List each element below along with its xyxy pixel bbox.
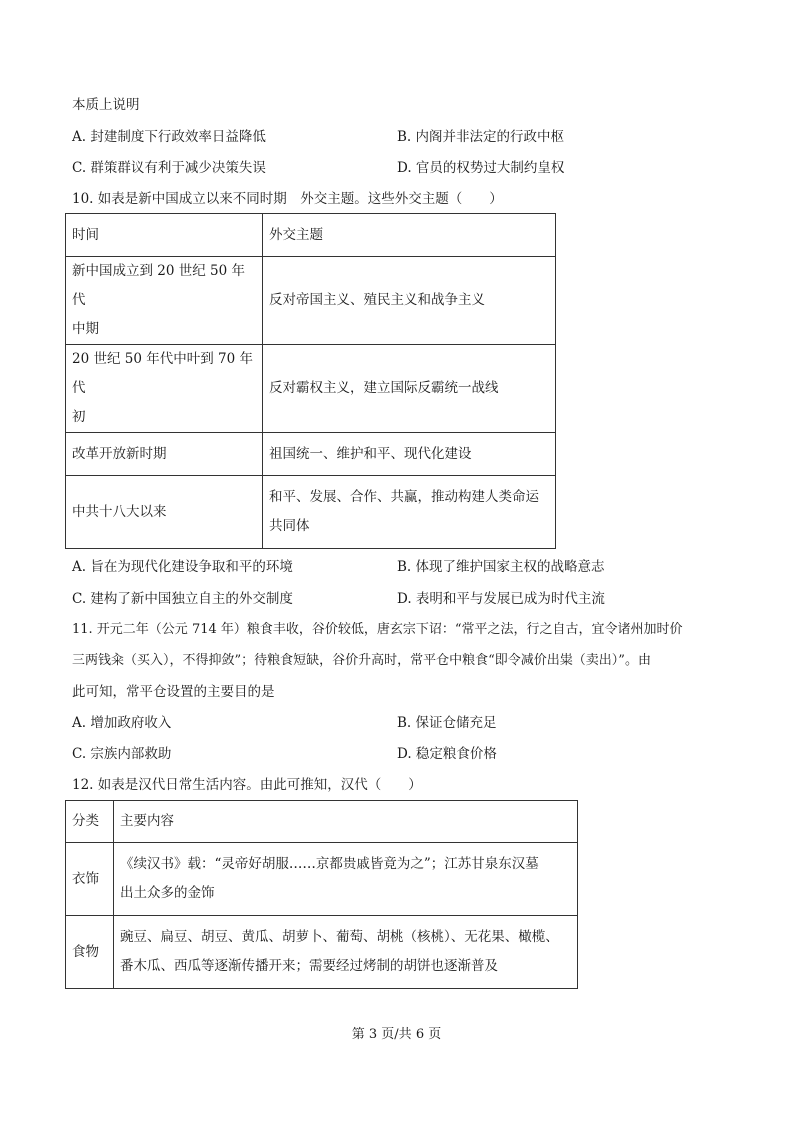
cell-line: 初 (72, 409, 86, 425)
table-cell-theme: 祖国统一、维护和平、现代化建设 (263, 433, 556, 476)
page-footer: 第 3 页/共 6 页 (351, 1027, 442, 1042)
table-cell-content (114, 843, 578, 916)
q11-stem-line: 三两钱籴（买入），不得抑敛”；待粮食短缺，谷价升高时，常平仓中粮食“即令减价出粜（卖出）”。由 (72, 653, 651, 668)
table-row (66, 476, 556, 549)
table-cell-period: 中共十八大以来 (66, 476, 263, 549)
table-row (66, 345, 556, 433)
cell-line: 20 世纪 50 年代中叶到 70 年代 (72, 351, 253, 396)
table-row (66, 257, 556, 345)
table-cell-period (66, 345, 263, 433)
q10-option-a[interactable]: A. 旨在为现代化建设争取和平的环境 (72, 559, 293, 575)
cell-line: 豌豆、扁豆、胡豆、黄瓜、胡萝卜、葡萄、胡桃（核桃）、无花果、橄榄、 (120, 929, 559, 945)
q12-stem: 12. 如表是汉代日常生活内容。由此可推知，汉代（ ） (72, 777, 422, 793)
q11-option-b[interactable]: B. 保证仓储充足 (397, 715, 497, 731)
table-row (66, 916, 578, 989)
table-header-row (66, 801, 578, 843)
cell-line: 中期 (72, 321, 99, 337)
q11-option-d[interactable]: D. 稳定粮食价格 (397, 746, 497, 762)
cell-line: 出土众多的金饰 (120, 885, 215, 901)
table-cell-content (114, 916, 578, 989)
table-header-cell: 分类 (66, 801, 114, 843)
table-cell-period (66, 257, 263, 345)
q9-option-c[interactable]: C. 群策群议有利于减少决策失误 (72, 160, 266, 176)
table-header-cell: 主要内容 (114, 801, 578, 843)
table-cell-theme: 反对霸权主义，建立国际反霸统一战线 (263, 345, 556, 433)
q11-stem-line: 11. 开元二年（公元 714 年）粮食丰收，谷价较低，唐玄宗下诏：“常平之法，行之自古，宜令诸州加时价 (72, 622, 683, 637)
table-header-cell: 外交主题 (263, 214, 556, 257)
table-header-cell: 时间 (66, 214, 263, 257)
table-header-row (66, 214, 556, 257)
table-row (66, 433, 556, 476)
q10-option-b[interactable]: B. 体现了维护国家主权的战略意志 (397, 559, 605, 575)
table-row (66, 843, 578, 916)
q11-option-a[interactable]: A. 增加政府收入 (72, 715, 172, 731)
q11-stem-line: 此可知，常平仓设置的主要目的是 (72, 684, 275, 700)
q12-table (65, 800, 578, 989)
cell-line: 共同体 (269, 518, 310, 534)
q11-option-c[interactable]: C. 宗族内部救助 (72, 746, 172, 762)
cell-line: 番木瓜、西瓜等逐渐传播开来；需要经过烤制的胡饼也逐渐普及 (120, 958, 498, 974)
q10-option-d[interactable]: D. 表明和平与发展已成为时代主流 (397, 591, 605, 607)
cell-line: 《续汉书》载：“灵帝好胡服……京都贵戚皆竟为之”；江苏甘泉东汉墓 (120, 856, 539, 872)
q9-option-d[interactable]: D. 官员的权势过大制约皇权 (397, 160, 565, 176)
q10-stem: 10. 如表是新中国成立以来不同时期 外交主题。这些外交主题（ ） (72, 191, 503, 207)
cell-line: 和平、发展、合作、共赢，推动构建人类命运 (269, 489, 539, 505)
q9-option-a[interactable]: A. 封建制度下行政效率日益降低 (72, 129, 266, 145)
table-cell-category: 食物 (66, 916, 114, 989)
table-cell-theme: 反对帝国主义、殖民主义和战争主义 (263, 257, 556, 345)
q10-option-c[interactable]: C. 建构了新中国独立自主的外交制度 (72, 591, 293, 607)
q9-option-b[interactable]: B. 内阁并非法定的行政中枢 (397, 129, 565, 145)
cell-line: 新中国成立到 20 世纪 50 年代 (72, 263, 246, 308)
table-cell-category: 衣饰 (66, 843, 114, 916)
table-cell-period: 改革开放新时期 (66, 433, 263, 476)
q10-table (65, 213, 556, 549)
question-continuation: 本质上说明 (72, 97, 140, 113)
table-cell-theme (263, 476, 556, 549)
